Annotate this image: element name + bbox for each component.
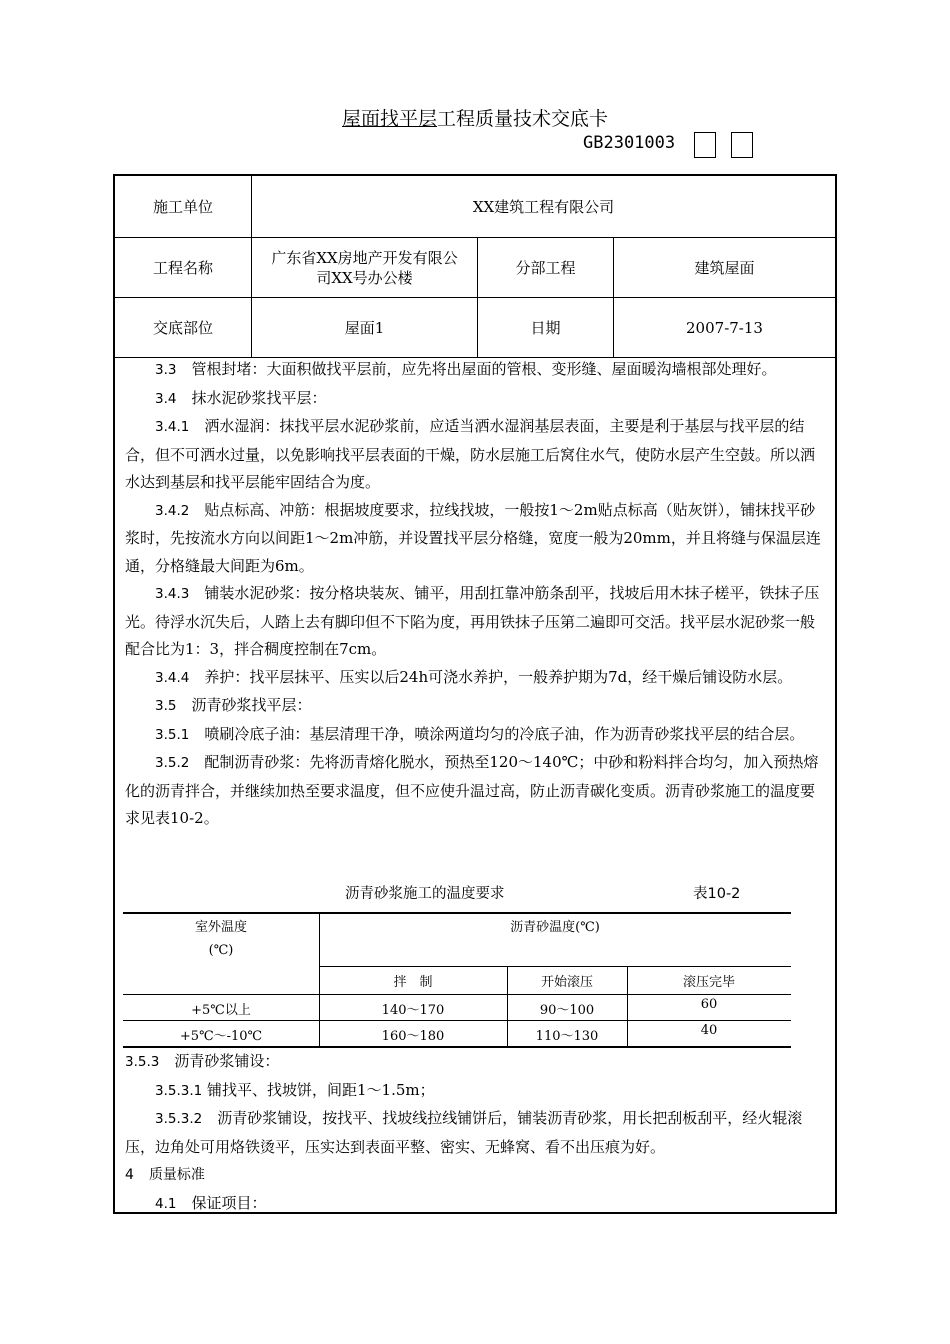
paragraph: 3.4.4 养护：找平层抹平、压实以后24h可浇水养护，一般养护期为7d，经干燥后铺设防水层。 [155, 667, 793, 686]
paragraph: 3.5.2 配制沥青砂浆：先将沥青熔化脱水，预热至120～140℃；中砂和粉料拌合均匀，加入预热熔化的沥青拌合，并继续加热至要求温度，但不应使升温过高，防止沥青碳化变质。沥青砂浆施工的温度要求见表10-2。 [125, 753, 819, 827]
value-date: 2007-7-13 [613, 298, 835, 357]
title-underlined: 屋面找平层 [341, 108, 437, 130]
label-date: 日期 [477, 298, 613, 357]
table-caption: 沥青砂浆施工的温度要求 [345, 886, 505, 902]
document-frame [113, 174, 837, 1214]
label-location: 交底部位 [152, 319, 213, 337]
table-cell: 160～180 [381, 1029, 445, 1044]
document-code: GB2301003 [583, 133, 676, 153]
paragraph: 3.5.1 喷刷冷底子油：基层清理干净，喷涂两道均匀的冷底子油，作为沥青砂浆找平层的结合层。 [155, 724, 805, 743]
info-row-unit [115, 176, 835, 238]
table-cell: 110～130 [535, 1029, 599, 1044]
sub-header-start-roll: 开始滚压 [540, 975, 593, 990]
value-project-name: 广东省XX房地产开发有限公司XX号办公楼 [251, 238, 477, 297]
paragraph: 3.4.3 铺装水泥砂浆：按分格块装灰、铺平，用刮扛靠冲筋条刮平，找坡后用木抹子槎平，铁抹子压光。待浮水沉失后，人踏上去有脚印但不下陷为度，再用铁抹子压第二遍即可交活。找平层水泥砂浆一般配合比为1：3，拌合稠度控制在7cm。 [125, 584, 820, 658]
table-cell: 140～170 [381, 1003, 445, 1018]
content-body-lower [125, 1048, 827, 1218]
info-row-project [115, 238, 835, 298]
table-row-rule [123, 1020, 791, 1021]
label-project-name: 工程名称 [152, 259, 213, 277]
table-top-rule [123, 912, 791, 914]
col-header-outdoor-unit: (℃) [208, 943, 234, 958]
paragraph: 3.5 沥青砂浆找平层： [155, 696, 312, 714]
sub-header-mix: 拌 制 [393, 975, 433, 990]
section-heading: 4 质量标准 [125, 1167, 205, 1183]
table-number: 表10-2 [693, 886, 741, 902]
group-header-asphalt: 沥青砂温度(℃) [510, 920, 600, 935]
paragraph: 4.1 保证项目： [155, 1193, 267, 1212]
paragraph: 3.5.3 沥青砂浆铺设： [125, 1052, 280, 1070]
sub-header-end-roll: 滚压完毕 [682, 975, 735, 990]
paragraph: 3.4.1 洒水湿润：抹找平层水泥砂浆前，应适当洒水湿润基层表面，主要是利于基层与找平层的结合，但不可洒水过量，以免影响找平层表面的干燥，防水层施工后窝住水气，使防水层产生空鼓。所以洒水达到基层和找平层能牢固结合为度。 [125, 417, 816, 491]
table-header-rule [123, 994, 791, 995]
check-box-1 [694, 132, 716, 158]
paragraph: 3.4.2 贴点标高、冲筋：根据坡度要求，拉线找坡，一般按1～2m贴点标高（贴灰饼），铺抹找平砂浆时，先按流水方向以间距1～2m冲筋，并设置找平层分格缝，宽度一般为20mm，并且将缝与保温层连通，分格缝最大间距为6m。 [125, 500, 821, 575]
label-sub-project: 分部工程 [477, 238, 613, 297]
value-location: 屋面1 [251, 298, 477, 357]
page-title [0, 104, 950, 131]
col-header-outdoor: 室外温度 [194, 920, 247, 935]
title-rest: 工程质量技术交底卡 [437, 108, 609, 130]
table-sub-rule [319, 966, 791, 967]
table-cell: +5℃以上 [191, 1003, 251, 1018]
content-body [125, 356, 827, 833]
table-cell: 60 [700, 997, 718, 1012]
table-cell: 90～100 [539, 1003, 595, 1018]
table-cell: 40 [700, 1023, 718, 1038]
info-row-location [115, 298, 835, 358]
paragraph: 3.5.3.1 铺找平、找坡饼，间距1～1.5m； [155, 1080, 435, 1099]
paragraph: 3.5.3.2 沥青砂浆铺设，按找平、找坡线拉线铺饼后，铺装沥青砂浆，用长把刮板刮平，经火辊滚压，边角处可用烙铁烫平，压实达到表面平整、密实、无蜂窝、看不出压痕为好。 [125, 1109, 803, 1156]
label-construction-unit: 施工单位 [152, 198, 213, 216]
paragraph: 3.4 抹水泥砂浆找平层： [155, 388, 327, 407]
paragraph: 3.3 管根封堵：大面积做找平层前，应先将出屋面的管根、变形缝、屋面暖沟墙根部处理好。 [155, 360, 777, 378]
value-construction-unit: XX建筑工程有限公司 [251, 176, 835, 237]
table-cell: +5℃～-10℃ [179, 1029, 263, 1044]
check-box-2 [731, 132, 753, 158]
value-sub-project: 建筑屋面 [613, 238, 835, 297]
